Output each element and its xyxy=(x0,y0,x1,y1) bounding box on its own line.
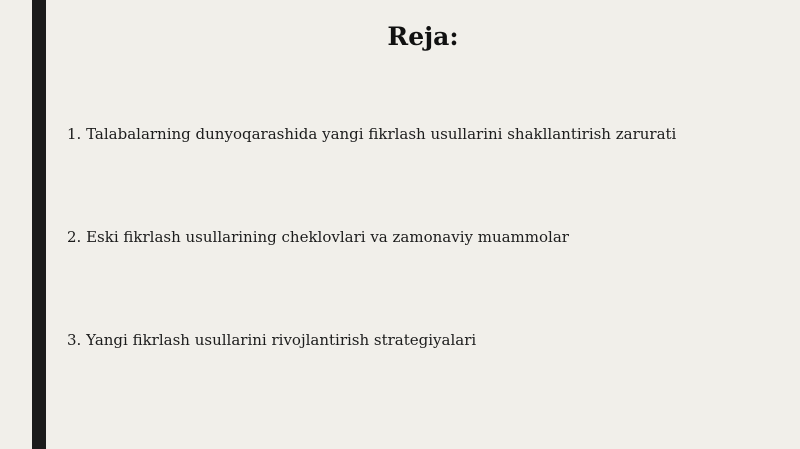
plan-item-3: 3. Yangi fikrlash usullarini rivojlantirish strategiyalari xyxy=(67,331,477,349)
plan-item-2: 2. Eski fikrlash usullarining cheklovlari va zamonaviy muammolar xyxy=(67,228,569,246)
slide-title: Reja: xyxy=(387,22,459,51)
plan-list xyxy=(67,0,787,449)
plan-item-1: 1. Talabalarning dunyoqarashida yangi fikrlash usullarini shakllantirish zarurati xyxy=(67,125,677,143)
accent-bar xyxy=(32,0,46,449)
